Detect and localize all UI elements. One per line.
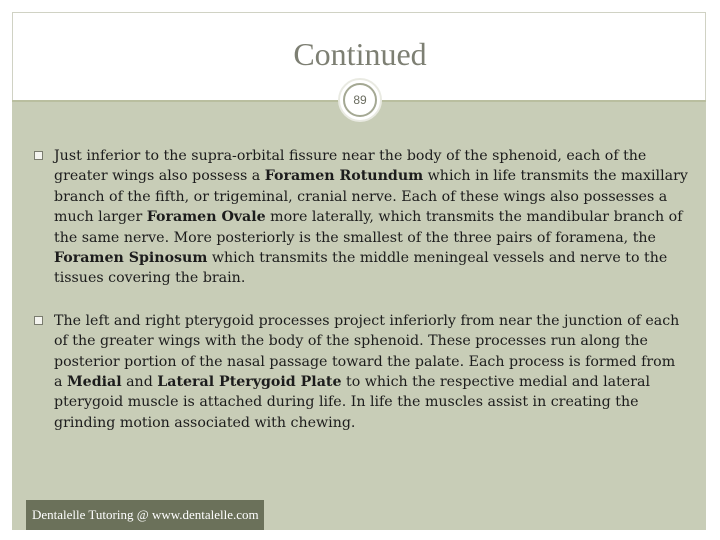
footer-bar	[26, 500, 264, 530]
text-run: which transmits the middle meningeal vessels and nerve to the tissues covering the brain.	[54, 250, 668, 287]
bullet-item	[34, 311, 688, 433]
text-run: Just inferior to the supra-orbital fissure near the body of the sphenoid, each of the greater wings also possess a	[54, 148, 647, 185]
bullet-text	[54, 313, 679, 431]
text-run: more laterally, which transmits the mandibular branch of the same nerve. More posteriorly is the smallest of the three pairs of foramena, the	[54, 209, 683, 246]
text-run: and	[121, 374, 158, 391]
square-bullet-icon	[34, 316, 43, 325]
term-foramen-spinosum: Foramen Spinosum	[54, 250, 208, 267]
footer-text: Dentalelle Tutoring @ www.dentalelle.com	[32, 507, 259, 522]
text-run: which in life transmits the maxillary branch of the fifth, or trigeminal, cranial nerve. Each of these wings also possesses a much larger	[54, 168, 688, 226]
slide-title	[0, 36, 720, 73]
bullet-text	[54, 148, 688, 286]
bullet-list	[34, 146, 688, 455]
term-lateral-pterygoid-plate: Lateral Pterygoid Plate	[157, 374, 342, 391]
text-run: The left and right pterygoid processes project inferiorly from near the junction of each of the greater wings with the body of the sphenoid. These processes run along the posterior portion of the nasal passage toward the palate. Each process is formed from a	[54, 312, 680, 391]
text-run: to which the respective medial and lateral pterygoid muscle is attached during life. In life the muscles assist in creating the grinding motion associated with chewing.	[54, 374, 650, 431]
term-foramen-rotundum: Foramen Rotundum	[264, 168, 424, 185]
slide-title-text: Continued	[293, 36, 427, 72]
square-bullet-icon	[34, 151, 43, 160]
bullet-item	[34, 146, 688, 289]
term-medial: Medial	[66, 374, 122, 391]
page-number-badge	[338, 78, 382, 122]
term-foramen-ovale: Foramen Ovale	[146, 209, 266, 226]
page-number: 89	[343, 83, 377, 117]
